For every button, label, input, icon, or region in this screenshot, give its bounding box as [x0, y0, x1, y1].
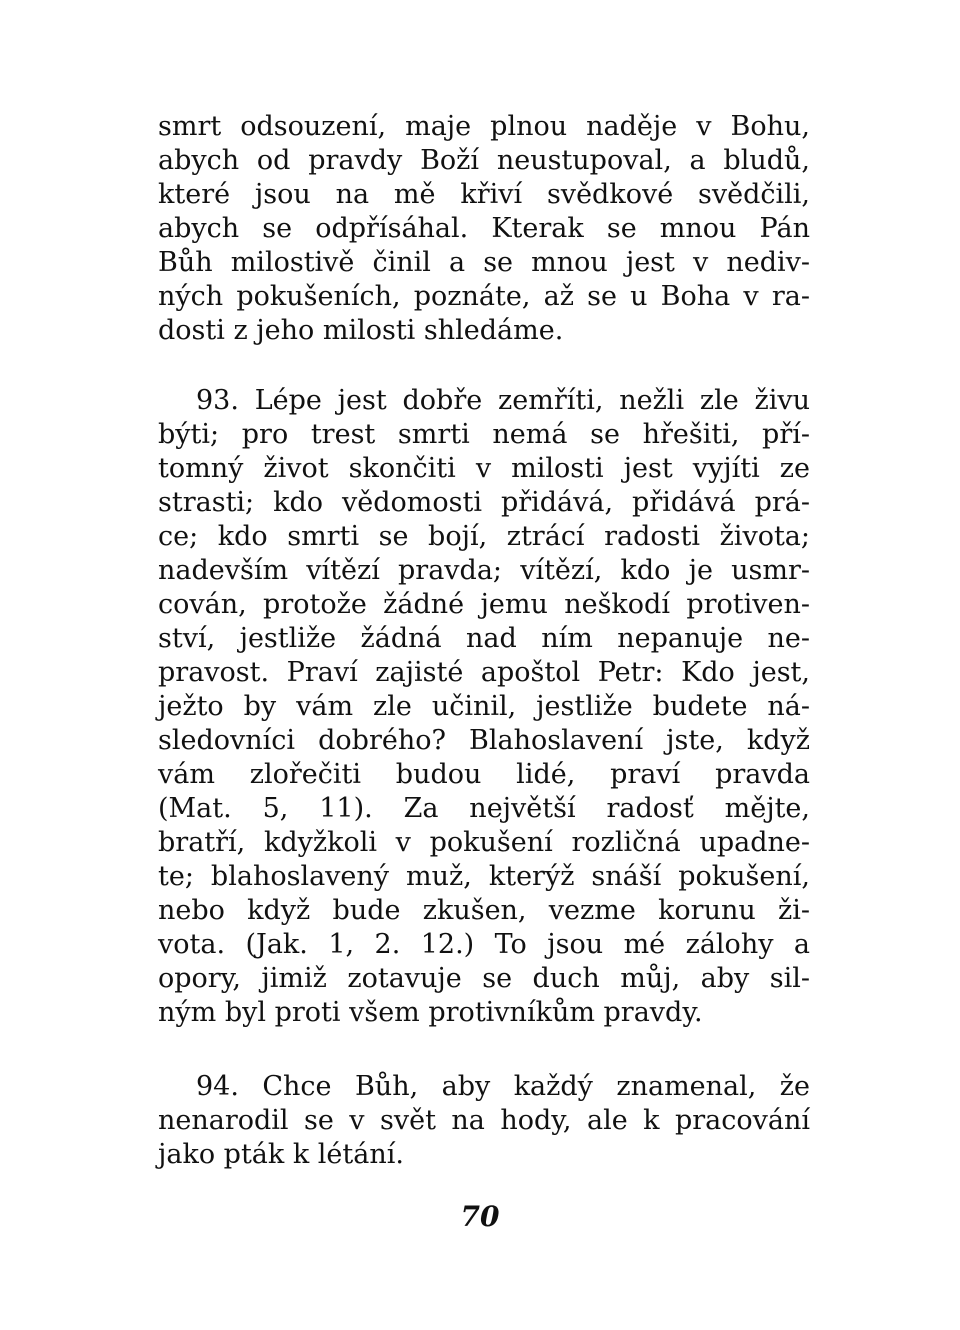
- text-line: jako pták k létání.: [158, 1139, 404, 1170]
- text-line: nebo když bude zkušen, vezme korunu ži-: [158, 895, 810, 926]
- text-line: ježto by vám zle učinil, jestliže budete ná-: [158, 691, 810, 722]
- text-line: které jsou na mě křiví svědkové svědčili,: [158, 179, 810, 210]
- text-line: sledovníci dobrého? Blahoslavení jste, když: [158, 725, 810, 756]
- text-line: nenarodil se v svět na hody, ale k pracování: [158, 1105, 810, 1136]
- text-line: Bůh milostivě činil a se mnou jest v nediv-: [158, 247, 810, 278]
- text-line: (Mat. 5, 11). Za největší radosť mějte,: [158, 793, 810, 824]
- text-line: vota. (Jak. 1, 2. 12.) To jsou mé zálohy a: [158, 929, 810, 960]
- text-line: ným byl proti všem protivníkům pravdy.: [158, 997, 703, 1028]
- paragraph-93: [158, 384, 810, 1030]
- text-line: vám zlořečiti budou lidé, praví pravda: [158, 759, 810, 790]
- text-line: abych od pravdy Boží neustupoval, a bludů,: [158, 145, 810, 176]
- text-line: 93. Lépe jest dobře zemříti, nežli zle živu: [196, 385, 810, 416]
- paragraph-continuation: [158, 110, 810, 348]
- text-line: te; blahoslavený muž, kterýž snáší pokušení,: [158, 861, 810, 892]
- text-line: smrt odsouzení, maje plnou naděje v Bohu,: [158, 111, 810, 142]
- paragraph-94: [158, 1070, 810, 1172]
- text-line: cován, protože žádné jemu neškodí protiven-: [158, 589, 810, 620]
- page-number: 70: [460, 1200, 500, 1233]
- text-line: ných pokušeních, poznáte, až se u Boha v ra-: [158, 281, 810, 312]
- text-line: strasti; kdo vědomosti přidává, přidává prá-: [158, 487, 810, 518]
- text-line: nadevším vítězí pravda; vítězí, kdo je usmr-: [158, 555, 810, 586]
- text-line: opory, jimiž zotavuje se duch můj, aby sil-: [158, 963, 810, 994]
- text-line: býti; pro trest smrti nemá se hřešiti, pří-: [158, 419, 810, 450]
- text-line: 94. Chce Bůh, aby každý znamenal, že: [196, 1071, 810, 1102]
- text-line: ce; kdo smrti se bojí, ztrácí radosti života;: [158, 521, 810, 552]
- text-line: tomný život skončiti v milosti jest vyjíti ze: [158, 453, 810, 484]
- text-line: dosti z jeho milosti shledáme.: [158, 315, 564, 346]
- text-line: abych se odpřísáhal. Kterak se mnou Pán: [158, 213, 810, 244]
- text-line: bratří, kdyžkoli v pokušení rozličná upadne-: [158, 827, 810, 858]
- text-line: pravost. Praví zajisté apoštol Petr: Kdo jest,: [158, 657, 810, 688]
- text-line: ství, jestliže žádná nad ním nepanuje ne-: [158, 623, 810, 654]
